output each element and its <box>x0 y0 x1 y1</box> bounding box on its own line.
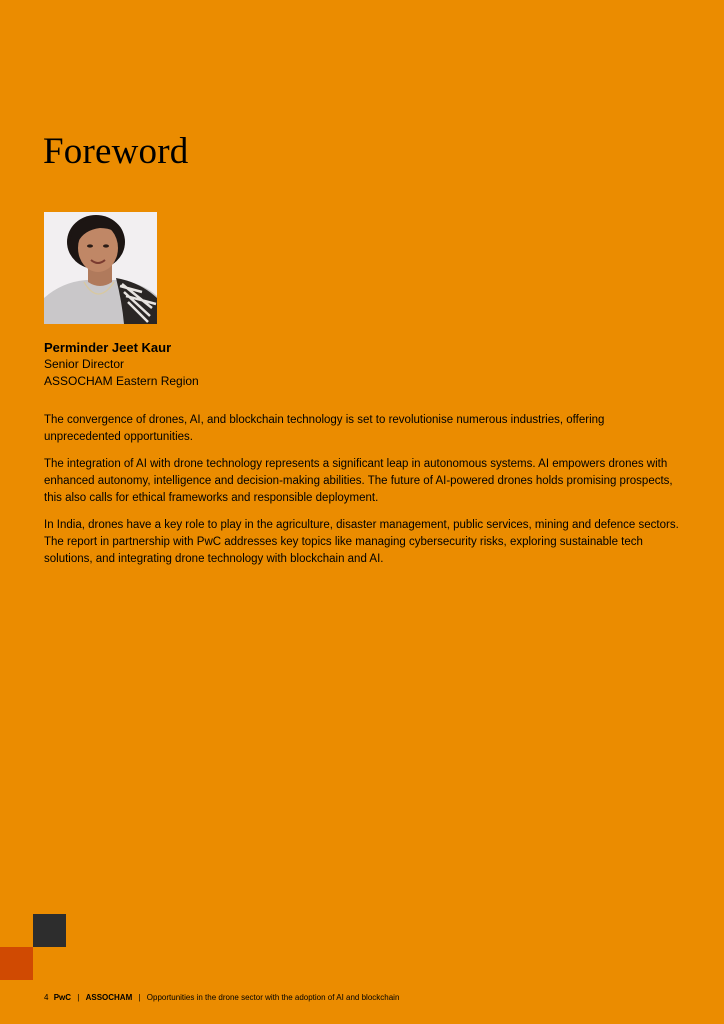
decorative-dark-square <box>33 914 66 947</box>
body-paragraph: In India, drones have a key role to play in the agriculture, disaster management, public services, mining and defence sectors. The report in partnership with PwC addresses key topics like managing cybersecurity risks, exploring sustainable tech solutions, and integrating drone technology with blockchain and AI. <box>44 519 679 565</box>
decorative-red-square <box>0 947 33 980</box>
footer-document-title: Opportunities in the drone sector with the adoption of AI and blockchain <box>146 993 400 1002</box>
footer-separator: | <box>77 993 80 1002</box>
author-name: Perminder Jeet Kaur <box>44 340 172 355</box>
body-paragraph: The convergence of drones, AI, and blockchain technology is set to revolutionise numerous industries, offering unprecedented opportunities. <box>44 414 605 443</box>
page-footer <box>44 992 399 1003</box>
footer-brand-assocham: ASSOCHAM <box>85 993 133 1002</box>
foreword-body <box>44 412 684 578</box>
footer-separator: | <box>138 993 141 1002</box>
author-photo <box>44 212 157 324</box>
page-number: 4 <box>44 993 49 1002</box>
page-title: Foreword <box>43 131 189 172</box>
author-block <box>44 339 199 390</box>
body-paragraph: The integration of AI with drone technology represents a significant leap in autonomous systems. AI empowers drones with enhanced autonomy, intelligence and decision-making abilities. The future of AI-powered drones holds promising prospects, this also calls for ethical frameworks and responsible deployment. <box>44 458 673 504</box>
author-organization: ASSOCHAM Eastern Region <box>44 374 199 388</box>
footer-brand-pwc: PwC <box>53 993 72 1002</box>
author-role: Senior Director <box>44 357 125 371</box>
